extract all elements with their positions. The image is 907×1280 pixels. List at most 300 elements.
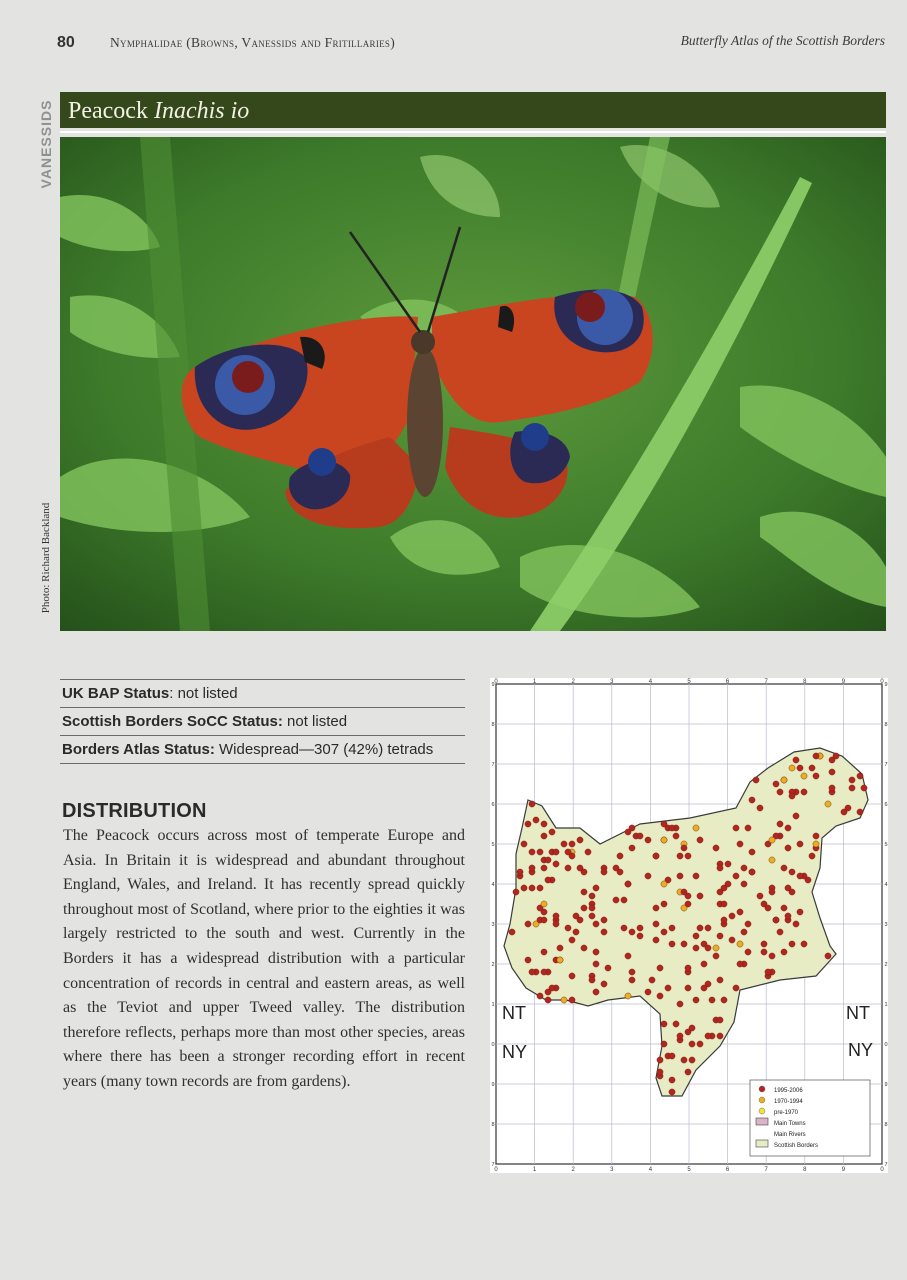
record-dot-1995-2006 xyxy=(541,917,547,923)
record-dot-1970-1994 xyxy=(769,837,775,843)
record-dot-1995-2006 xyxy=(661,901,667,907)
status-label: UK BAP Status xyxy=(62,685,170,702)
record-dot-1995-2006 xyxy=(625,953,631,959)
record-dot-1995-2006 xyxy=(697,893,703,899)
record-dot-1995-2006 xyxy=(549,829,555,835)
record-dot-1995-2006 xyxy=(749,797,755,803)
record-dot-1970-1994 xyxy=(625,993,631,999)
record-dot-1995-2006 xyxy=(785,913,791,919)
record-dot-1995-2006 xyxy=(797,765,803,771)
legend-label: pre-1970 xyxy=(774,1110,799,1116)
record-dot-1995-2006 xyxy=(745,825,751,831)
record-dot-1995-2006 xyxy=(741,929,747,935)
status-label: Scottish Borders SoCC Status: xyxy=(62,713,283,730)
status-value: Widespread—307 (42%) tetrads xyxy=(214,741,434,758)
record-dot-1995-2006 xyxy=(685,1069,691,1075)
record-dot-1995-2006 xyxy=(753,777,759,783)
record-dot-1995-2006 xyxy=(665,985,671,991)
record-dot-1995-2006 xyxy=(529,849,535,855)
record-dot-1970-1994 xyxy=(801,773,807,779)
record-dot-1995-2006 xyxy=(781,949,787,955)
record-dot-1995-2006 xyxy=(761,949,767,955)
record-dot-1995-2006 xyxy=(529,801,535,807)
status-value: not listed xyxy=(173,685,238,702)
tick-label-right: 1 xyxy=(884,1002,888,1008)
section-tab-label: VANESSIDS xyxy=(38,99,54,189)
tick-label-left: 7 xyxy=(491,1162,495,1168)
tick-label-top: 7 xyxy=(764,679,768,685)
record-dot-1995-2006 xyxy=(637,833,643,839)
record-dot-1995-2006 xyxy=(541,865,547,871)
record-dot-1995-2006 xyxy=(725,861,731,867)
record-dot-1995-2006 xyxy=(601,869,607,875)
record-dot-1970-1994 xyxy=(813,841,819,847)
tick-label-bottom: 3 xyxy=(610,1167,614,1173)
record-dot-1995-2006 xyxy=(677,1001,683,1007)
record-dot-1995-2006 xyxy=(689,1025,695,1031)
record-dot-1995-2006 xyxy=(529,865,535,871)
record-dot-1995-2006 xyxy=(789,869,795,875)
tick-label-top: 6 xyxy=(725,679,730,685)
tick-label-left: 9 xyxy=(491,682,495,688)
record-dot-1995-2006 xyxy=(521,841,527,847)
record-dot-1995-2006 xyxy=(581,905,587,911)
record-dot-1995-2006 xyxy=(653,921,659,927)
record-dot-1995-2006 xyxy=(565,865,571,871)
legend-swatch-dot xyxy=(759,1097,765,1103)
record-dot-1995-2006 xyxy=(761,941,767,947)
record-dot-1995-2006 xyxy=(781,865,787,871)
record-dot-1995-2006 xyxy=(669,941,675,947)
record-dot-1995-2006 xyxy=(525,957,531,963)
record-dot-1995-2006 xyxy=(697,837,703,843)
record-dot-1995-2006 xyxy=(741,881,747,887)
record-dot-1995-2006 xyxy=(801,789,807,795)
record-dot-1995-2006 xyxy=(721,997,727,1003)
record-dot-1995-2006 xyxy=(681,941,687,947)
record-dot-1995-2006 xyxy=(737,909,743,915)
record-dot-1995-2006 xyxy=(617,853,623,859)
record-dot-1995-2006 xyxy=(569,853,575,859)
record-dot-1995-2006 xyxy=(697,925,703,931)
record-dot-1995-2006 xyxy=(661,821,667,827)
record-dot-1995-2006 xyxy=(701,961,707,967)
record-dot-1995-2006 xyxy=(693,933,699,939)
record-dot-1995-2006 xyxy=(589,893,595,899)
record-dot-1995-2006 xyxy=(681,1057,687,1063)
tick-label-right: 3 xyxy=(884,922,888,928)
tick-label-bottom: 8 xyxy=(803,1167,807,1173)
record-dot-1995-2006 xyxy=(585,849,591,855)
record-dot-1995-2006 xyxy=(553,849,559,855)
record-dot-1995-2006 xyxy=(669,825,675,831)
record-dot-1995-2006 xyxy=(621,897,627,903)
record-dot-1995-2006 xyxy=(545,857,551,863)
record-dot-1995-2006 xyxy=(717,1033,723,1039)
distribution-text: The Peacock occurs across most of temperate Europe and Asia. In Britain it is widespread and abundant throughout England, Wales, and Ireland. It has recently spread quickly throughout most of Scotland, where prior to the eighties it was largely restricted to the south and west. Currently in the Borders it has a widespread distribution with a particular concentration of records in central and eastern areas, as well as the Teviot and upper Tweed valley. The distribution therefore reflects, perhaps more than most other species, areas where there has been a stronger recording effort in recent years (many town records are from gardens). xyxy=(63,827,465,1090)
record-dot-1995-2006 xyxy=(661,1021,667,1027)
record-dot-1995-2006 xyxy=(829,769,835,775)
record-dot-1995-2006 xyxy=(737,961,743,967)
record-dot-1995-2006 xyxy=(861,785,867,791)
record-dot-1995-2006 xyxy=(657,965,663,971)
record-dot-1995-2006 xyxy=(669,1077,675,1083)
record-dot-1995-2006 xyxy=(581,945,587,951)
record-dot-1995-2006 xyxy=(785,845,791,851)
record-dot-1995-2006 xyxy=(565,925,571,931)
map-legend xyxy=(750,1080,870,1156)
record-dot-1995-2006 xyxy=(593,921,599,927)
tick-label-right: 8 xyxy=(884,1122,888,1128)
record-dot-1995-2006 xyxy=(653,905,659,911)
record-dot-1995-2006 xyxy=(661,929,667,935)
record-dot-1970-1994 xyxy=(781,777,787,783)
record-dot-1995-2006 xyxy=(829,785,835,791)
record-dot-1995-2006 xyxy=(737,841,743,847)
record-dot-1970-1994 xyxy=(737,941,743,947)
tick-label-right: 9 xyxy=(884,682,888,688)
record-dot-1995-2006 xyxy=(705,925,711,931)
record-dot-1995-2006 xyxy=(717,977,723,983)
record-dot-1970-1994 xyxy=(825,801,831,807)
record-dot-1995-2006 xyxy=(541,909,547,915)
record-dot-1995-2006 xyxy=(713,845,719,851)
record-dot-1995-2006 xyxy=(645,989,651,995)
record-dot-1995-2006 xyxy=(589,905,595,911)
record-dot-1995-2006 xyxy=(749,869,755,875)
tick-label-bottom: 6 xyxy=(725,1167,730,1173)
record-dot-1995-2006 xyxy=(601,929,607,935)
record-dot-1995-2006 xyxy=(525,821,531,827)
record-dot-1995-2006 xyxy=(605,965,611,971)
record-dot-1995-2006 xyxy=(813,833,819,839)
record-dot-1995-2006 xyxy=(765,969,771,975)
record-dot-1995-2006 xyxy=(685,985,691,991)
record-dot-1995-2006 xyxy=(689,1041,695,1047)
record-dot-1995-2006 xyxy=(857,809,863,815)
record-dot-1995-2006 xyxy=(657,1057,663,1063)
record-dot-1995-2006 xyxy=(793,757,799,763)
record-dot-1995-2006 xyxy=(593,989,599,995)
record-dot-1995-2006 xyxy=(545,997,551,1003)
record-dot-1995-2006 xyxy=(601,917,607,923)
tick-label-left: 3 xyxy=(491,922,495,928)
status-table xyxy=(60,679,465,764)
running-header-family: Nymphalidae (Browns, Vanessids and Fritillaries) xyxy=(110,35,396,50)
record-dot-1995-2006 xyxy=(561,841,567,847)
record-dot-1995-2006 xyxy=(593,949,599,955)
record-dot-1995-2006 xyxy=(693,997,699,1003)
record-dot-1995-2006 xyxy=(629,969,635,975)
tick-label-left: 1 xyxy=(491,1002,495,1008)
legend-swatch-dot xyxy=(759,1108,765,1114)
photo-credit-text: Photo: Richard Backland xyxy=(40,502,52,614)
running-header-book-title: Butterfly Atlas of the Scottish Borders xyxy=(680,33,885,48)
record-dot-1995-2006 xyxy=(741,865,747,871)
legend-label: Main Rivers xyxy=(774,1132,806,1138)
tick-label-left: 8 xyxy=(491,722,495,728)
record-dot-1995-2006 xyxy=(525,921,531,927)
tick-label-bottom: 4 xyxy=(648,1167,653,1173)
tick-label-right: 8 xyxy=(884,722,888,728)
tick-label-left: 9 xyxy=(491,1082,495,1088)
record-dot-1995-2006 xyxy=(645,837,651,843)
record-dot-1995-2006 xyxy=(509,929,515,935)
record-dot-1995-2006 xyxy=(709,997,715,1003)
tick-label-left: 8 xyxy=(491,1122,495,1128)
grid-label-nt-right: NT xyxy=(846,1003,870,1023)
record-dot-1995-2006 xyxy=(529,885,535,891)
record-dot-1995-2006 xyxy=(637,925,643,931)
record-dot-1995-2006 xyxy=(669,1053,675,1059)
record-dot-1995-2006 xyxy=(629,977,635,983)
record-dot-1995-2006 xyxy=(673,833,679,839)
record-dot-1995-2006 xyxy=(589,977,595,983)
tick-label-right: 0 xyxy=(884,1042,888,1048)
record-dot-1995-2006 xyxy=(749,849,755,855)
record-dot-1995-2006 xyxy=(637,933,643,939)
tick-label-top: 8 xyxy=(803,679,807,685)
record-dot-1995-2006 xyxy=(573,913,579,919)
tick-label-top: 1 xyxy=(532,679,537,685)
record-dot-1995-2006 xyxy=(517,869,523,875)
status-value: not listed xyxy=(282,713,348,730)
record-dot-1995-2006 xyxy=(621,925,627,931)
record-dot-1995-2006 xyxy=(705,1033,711,1039)
record-dot-1995-2006 xyxy=(673,1021,679,1027)
record-dot-1995-2006 xyxy=(681,889,687,895)
tick-label-bottom: 0 xyxy=(494,1167,498,1173)
tick-label-top: 5 xyxy=(687,679,691,685)
record-dot-1995-2006 xyxy=(725,881,731,887)
record-dot-1995-2006 xyxy=(645,873,651,879)
record-dot-1995-2006 xyxy=(629,845,635,851)
legend-label: Scottish Borders xyxy=(774,1143,819,1149)
record-dot-1995-2006 xyxy=(825,953,831,959)
record-dot-1995-2006 xyxy=(613,897,619,903)
record-dot-1995-2006 xyxy=(773,781,779,787)
record-dot-1995-2006 xyxy=(745,921,751,927)
record-dot-1995-2006 xyxy=(729,937,735,943)
record-dot-1995-2006 xyxy=(685,901,691,907)
peacock-butterfly-photo xyxy=(60,137,886,631)
record-dot-1995-2006 xyxy=(717,865,723,871)
record-dot-1995-2006 xyxy=(533,817,539,823)
record-dot-1995-2006 xyxy=(781,905,787,911)
status-row-atlas xyxy=(60,735,465,764)
record-dot-1995-2006 xyxy=(733,873,739,879)
record-dot-1995-2006 xyxy=(717,1017,723,1023)
record-dot-1995-2006 xyxy=(573,929,579,935)
record-dot-1995-2006 xyxy=(601,981,607,987)
record-dot-1995-2006 xyxy=(857,773,863,779)
tick-label-left: 5 xyxy=(491,842,495,848)
record-dot-1995-2006 xyxy=(765,905,771,911)
legend-swatch-box xyxy=(756,1118,768,1125)
tick-label-bottom: 9 xyxy=(841,1167,846,1173)
record-dot-1995-2006 xyxy=(801,941,807,947)
species-title xyxy=(68,98,249,125)
record-dot-1995-2006 xyxy=(793,813,799,819)
record-dot-1995-2006 xyxy=(625,829,631,835)
record-dot-1995-2006 xyxy=(569,841,575,847)
record-dot-1970-1994 xyxy=(769,857,775,863)
record-dot-1995-2006 xyxy=(577,837,583,843)
record-dot-1995-2006 xyxy=(669,925,675,931)
record-dot-1995-2006 xyxy=(541,949,547,955)
grid-label-ny-left: NY xyxy=(502,1042,528,1062)
record-dot-1995-2006 xyxy=(685,965,691,971)
grid-label-ny-right: NY xyxy=(848,1040,874,1060)
record-dot-1995-2006 xyxy=(677,1033,683,1039)
record-dot-1995-2006 xyxy=(701,941,707,947)
record-dot-1995-2006 xyxy=(553,921,559,927)
record-dot-1995-2006 xyxy=(809,853,815,859)
record-dot-1995-2006 xyxy=(657,1069,663,1075)
record-dot-1995-2006 xyxy=(697,1041,703,1047)
record-dot-1995-2006 xyxy=(813,753,819,759)
record-dot-1995-2006 xyxy=(545,877,551,883)
tick-label-left: 4 xyxy=(491,882,495,888)
record-dot-1970-1994 xyxy=(541,901,547,907)
species-common-name: Peacock xyxy=(68,98,148,124)
record-dot-1995-2006 xyxy=(833,753,839,759)
record-dot-1995-2006 xyxy=(513,889,519,895)
record-dot-1995-2006 xyxy=(813,773,819,779)
page-number: 80 xyxy=(57,34,75,51)
record-dot-1995-2006 xyxy=(653,937,659,943)
record-dot-1995-2006 xyxy=(693,945,699,951)
record-dot-1970-1994 xyxy=(713,945,719,951)
record-dot-1995-2006 xyxy=(845,805,851,811)
status-separator: : xyxy=(169,685,174,702)
title-rule xyxy=(60,131,886,133)
tick-label-bottom: 2 xyxy=(571,1167,575,1173)
record-dot-1995-2006 xyxy=(769,889,775,895)
record-dot-1995-2006 xyxy=(721,917,727,923)
tick-label-right: 7 xyxy=(884,762,888,768)
record-dot-1995-2006 xyxy=(701,985,707,991)
record-dot-1970-1994 xyxy=(661,881,667,887)
record-dot-1995-2006 xyxy=(789,889,795,895)
record-dot-1995-2006 xyxy=(681,845,687,851)
record-dot-1995-2006 xyxy=(569,937,575,943)
record-dot-1995-2006 xyxy=(537,849,543,855)
record-dot-1995-2006 xyxy=(773,917,779,923)
tick-label-top: 0 xyxy=(494,679,498,685)
tick-label-left: 6 xyxy=(491,802,495,808)
record-dot-1995-2006 xyxy=(789,941,795,947)
record-dot-1995-2006 xyxy=(629,929,635,935)
species-scientific-name: Inachis io xyxy=(153,98,250,124)
record-dot-1995-2006 xyxy=(529,969,535,975)
record-dot-1995-2006 xyxy=(677,873,683,879)
tick-label-right: 6 xyxy=(884,802,888,808)
tick-label-left: 7 xyxy=(491,762,495,768)
record-dot-1995-2006 xyxy=(797,873,803,879)
record-dot-1995-2006 xyxy=(537,885,543,891)
grid-label-nt-left: NT xyxy=(502,1003,526,1023)
record-dot-1995-2006 xyxy=(625,881,631,887)
record-dot-1995-2006 xyxy=(669,1089,675,1095)
record-dot-1995-2006 xyxy=(569,973,575,979)
record-dot-1995-2006 xyxy=(661,1041,667,1047)
record-dot-1995-2006 xyxy=(685,853,691,859)
record-dot-1995-2006 xyxy=(757,805,763,811)
record-dot-1995-2006 xyxy=(793,921,799,927)
record-dot-1995-2006 xyxy=(553,861,559,867)
record-dot-1970-1994 xyxy=(557,957,563,963)
record-dot-1995-2006 xyxy=(593,961,599,967)
tick-label-top: 2 xyxy=(571,679,575,685)
tick-label-right: 9 xyxy=(884,1082,888,1088)
tick-label-left: 0 xyxy=(491,1042,495,1048)
record-dot-1970-1994 xyxy=(561,997,567,1003)
distribution-map xyxy=(490,678,888,1173)
record-dot-1995-2006 xyxy=(797,841,803,847)
legend-label: Main Towns xyxy=(774,1121,806,1127)
record-dot-1970-1994 xyxy=(661,837,667,843)
record-dot-1995-2006 xyxy=(581,889,587,895)
record-dot-1995-2006 xyxy=(537,993,543,999)
section-tab xyxy=(36,96,54,196)
record-dot-1995-2006 xyxy=(849,777,855,783)
record-dot-1995-2006 xyxy=(569,997,575,1003)
record-dot-1995-2006 xyxy=(557,945,563,951)
record-dot-1995-2006 xyxy=(653,853,659,859)
record-dot-1995-2006 xyxy=(721,901,727,907)
record-dot-1995-2006 xyxy=(521,885,527,891)
record-dot-1995-2006 xyxy=(733,825,739,831)
tick-label-bottom: 5 xyxy=(687,1167,691,1173)
legend-swatch-dot xyxy=(759,1086,765,1092)
record-dot-1995-2006 xyxy=(541,821,547,827)
record-dot-1995-2006 xyxy=(717,933,723,939)
legend-label: 1970-1994 xyxy=(774,1099,803,1105)
tick-label-right: 7 xyxy=(884,1162,888,1168)
record-dot-1995-2006 xyxy=(745,949,751,955)
record-dot-1995-2006 xyxy=(809,765,815,771)
status-row-uk-bap xyxy=(60,679,465,707)
record-dot-1995-2006 xyxy=(777,929,783,935)
record-dot-1995-2006 xyxy=(657,993,663,999)
tick-label-top: 4 xyxy=(648,679,653,685)
photo-credit xyxy=(38,490,54,630)
record-dot-1995-2006 xyxy=(777,821,783,827)
record-dot-1995-2006 xyxy=(613,865,619,871)
record-dot-1970-1994 xyxy=(693,825,699,831)
record-dot-1995-2006 xyxy=(545,989,551,995)
record-dot-1970-1994 xyxy=(789,765,795,771)
record-dot-1995-2006 xyxy=(541,969,547,975)
tick-label-bottom: 1 xyxy=(532,1167,537,1173)
record-dot-1995-2006 xyxy=(593,885,599,891)
tick-label-bottom: 0 xyxy=(880,1167,884,1173)
legend-swatch-box xyxy=(756,1140,768,1147)
tick-label-top: 3 xyxy=(610,679,614,685)
tick-label-left: 2 xyxy=(491,962,495,968)
record-dot-1995-2006 xyxy=(789,793,795,799)
record-dot-1995-2006 xyxy=(713,953,719,959)
record-dot-1995-2006 xyxy=(733,985,739,991)
record-dot-1995-2006 xyxy=(777,789,783,795)
record-dot-1995-2006 xyxy=(649,977,655,983)
tick-label-bottom: 7 xyxy=(764,1167,768,1173)
record-dot-1995-2006 xyxy=(693,873,699,879)
record-dot-1995-2006 xyxy=(553,913,559,919)
species-title-bar xyxy=(60,92,886,128)
record-dot-1995-2006 xyxy=(849,785,855,791)
